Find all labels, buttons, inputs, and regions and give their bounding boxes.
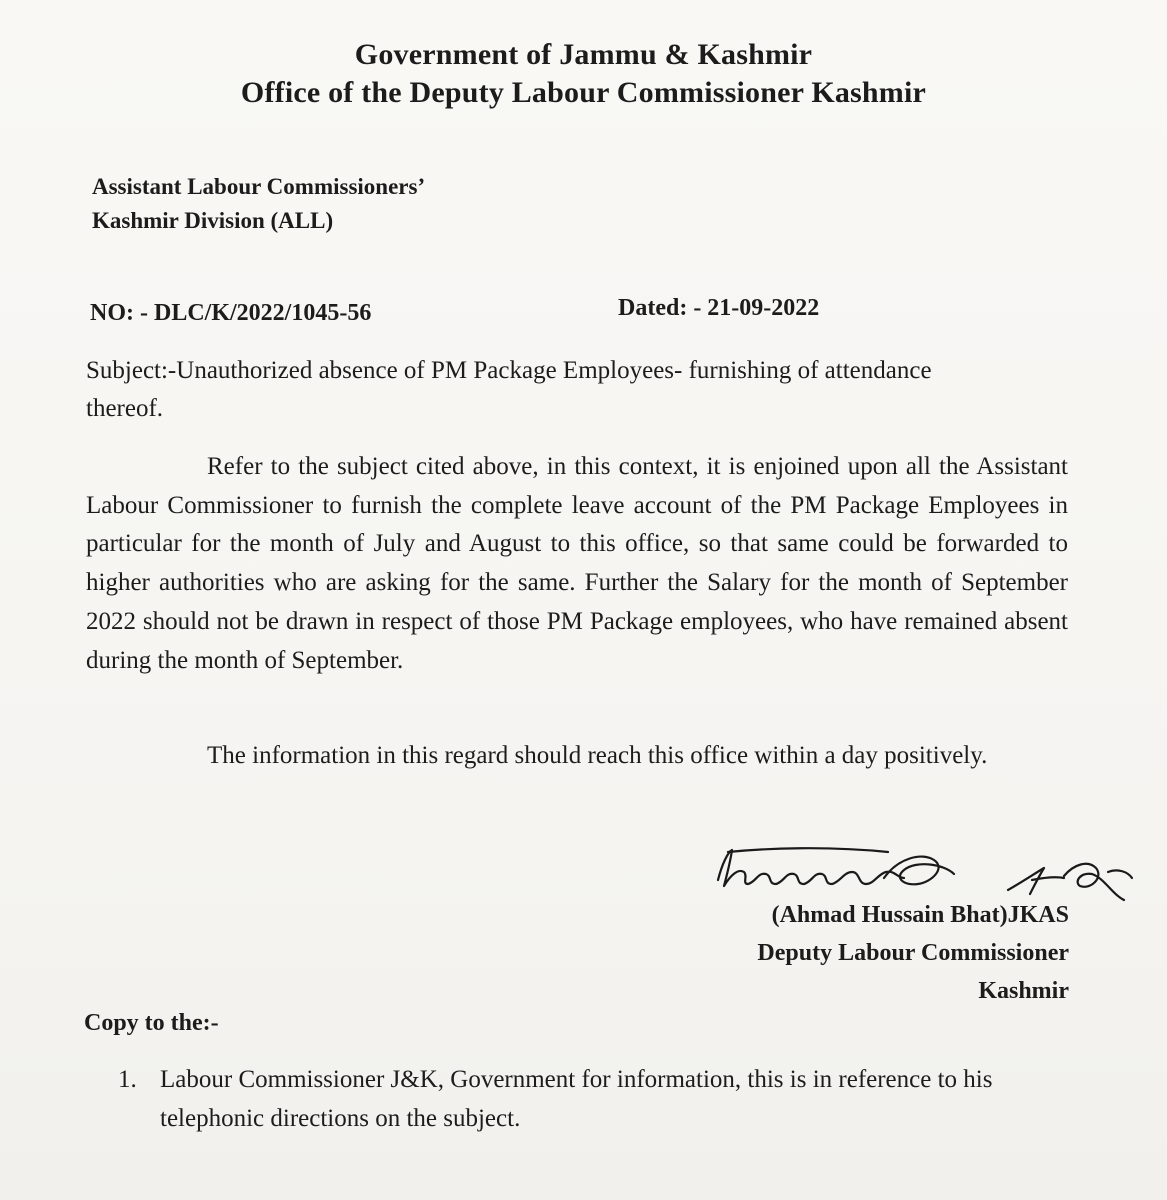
header-office: Office of the Deputy Labour Commissioner Kashmir — [240, 76, 927, 109]
copy-to-item-text: Labour Commissioner J&K, Government for information, this is in reference to his telephonic directions on the subject. — [160, 1066, 993, 1132]
copy-to-item — [118, 1060, 1078, 1138]
signatory-block — [757, 896, 1069, 1010]
signatory-name: (Ahmad Hussain Bhat)JKAS — [771, 902, 1069, 928]
addressee-line2: Kashmir Division (ALL) — [92, 208, 334, 233]
reference-date: Dated: - 21-09-2022 — [618, 295, 820, 321]
reference-number: NO: - DLC/K/2022/1045-56 — [90, 300, 372, 326]
signatory-designation: Deputy Labour Commissioner — [757, 940, 1069, 966]
copy-to-item-number: 1. — [118, 1066, 137, 1093]
copy-to-list — [118, 1060, 1078, 1138]
addressee-line1: Assistant Labour Commissioners’ — [92, 174, 426, 199]
body-paragraph-1: Refer to the subject cited above, in this context, it is enjoined upon all the Assistant Labour Commissioner to furnish the complete leave account of the PM Package Employees in particular for the month of July and August to this office, so that same could be forwarded to higher authorities who are asking for the same. Further the Salary for the month of September 2022 should not be drawn in respect of those PM Package employees, who have remained absent during the month of September. — [86, 453, 1068, 674]
signatory-location: Kashmir — [978, 978, 1069, 1004]
copy-to-title: Copy to the:- — [84, 1010, 219, 1036]
subject-line: Subject:-Unauthorized absence of PM Package Employees- furnishing of attendance thereof. — [86, 357, 932, 422]
header-government: Government of Jammu & Kashmir — [354, 38, 813, 71]
body-paragraph-2: The information in this regard should reach this office within a day positively. — [207, 742, 988, 769]
